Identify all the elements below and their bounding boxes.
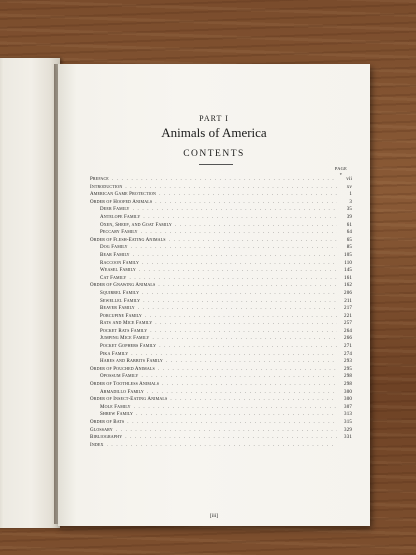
toc-entry [90, 275, 352, 283]
toc-entry-title: Pika Family [100, 351, 129, 357]
toc-entry [90, 335, 352, 343]
toc-entry-title: Porcupine Family [100, 313, 142, 319]
leader-dots [141, 373, 337, 381]
contents-page [58, 64, 370, 526]
leader-dots [169, 237, 337, 245]
toc-entry-page: 217 [344, 306, 352, 312]
leader-dots [142, 260, 337, 268]
leader-dots [170, 396, 337, 404]
toc-entry [90, 260, 352, 268]
toc-entry [90, 229, 352, 237]
toc-entry-title: Mole Family [100, 404, 131, 410]
leader-dots [131, 351, 337, 359]
leader-dots [155, 199, 337, 207]
toc-entry-page: 61 [346, 222, 352, 228]
book-title: Animals of America [161, 125, 267, 140]
leader-dots [142, 290, 337, 298]
toc-entry-page: 65 [346, 237, 352, 243]
toc-entry [90, 351, 352, 359]
toc-entry-title: Index [90, 442, 104, 448]
toc-entry-title: Squirrel Family [100, 290, 140, 296]
toc-entry-page: 221 [344, 313, 352, 319]
toc-entry-page: 39 [346, 214, 352, 220]
toc-entry-title: Armadillo Family [100, 389, 144, 395]
toc-entry-page: 161 [344, 275, 352, 281]
page-folio: [iii] [209, 513, 219, 519]
toc-entry [90, 282, 352, 290]
toc-entry-page: 1 [349, 192, 352, 198]
toc-entry-title: Preface [90, 177, 109, 182]
toc-entry [90, 176, 352, 184]
toc-entry [90, 320, 352, 328]
toc-entry [90, 389, 352, 397]
toc-entry-title: Opossum Family [100, 374, 139, 380]
toc-entry [90, 267, 352, 275]
leader-dots [152, 335, 337, 343]
toc-entry-page: 329 [344, 427, 352, 433]
leader-dots [159, 343, 337, 351]
leader-dots [147, 389, 337, 397]
toc-entry [90, 298, 352, 306]
page-edge [0, 58, 4, 528]
toc-entry [90, 290, 352, 298]
toc-entry [90, 313, 352, 321]
leader-dots [155, 320, 337, 328]
leader-dots [125, 434, 337, 442]
toc-entry [90, 404, 352, 412]
toc-entry [90, 366, 352, 374]
leader-dots [131, 244, 337, 252]
leader-dots [159, 191, 337, 199]
toc-entry-page: 264 [344, 328, 352, 334]
toc-entry-page: 35 [346, 207, 352, 213]
toc-entry [90, 244, 352, 252]
toc-entry [90, 206, 352, 214]
leader-dots [133, 252, 337, 260]
toc-entry [90, 442, 352, 450]
toc-entry-title: Peccary Family [100, 230, 138, 236]
toc-entry-title: Deer Family [100, 207, 130, 213]
toc-entry-page: 105 [344, 252, 352, 258]
toc-entry [90, 343, 352, 351]
toc-entry [90, 199, 352, 207]
leader-dots [133, 206, 337, 214]
toc-entry [90, 214, 352, 222]
toc-entry-page: 206 [344, 290, 352, 296]
toc-entry-title: Raccoon Family [100, 260, 140, 266]
toc-entry-page: 274 [344, 351, 352, 357]
toc-entry [90, 381, 352, 389]
leader-dots [143, 298, 337, 306]
toc-entry-page: 298 [344, 374, 352, 380]
toc-entry-title: Weasel Family [100, 268, 136, 274]
toc-entry [90, 434, 352, 442]
leader-dots [143, 214, 337, 222]
leader-dots [141, 229, 337, 237]
toc-entry-title: Pocket Gophers Family [100, 344, 157, 350]
toc-entry-page: 300 [344, 397, 352, 403]
toc-entry [90, 373, 352, 381]
toc-entry-page: 3 [349, 199, 352, 205]
toc-entry-title: Oxen, Sheep, and Goat Family [100, 222, 172, 228]
toc-entry-title: Order of Hoofed Animals [90, 199, 153, 205]
toc-entry-title: Order of Bats [90, 420, 125, 425]
toc-entry-page: 110 [344, 260, 352, 266]
toc-entry [90, 427, 352, 435]
toc-entry-page: 211 [344, 298, 352, 304]
table-of-contents [90, 176, 352, 449]
leader-dots [125, 184, 337, 192]
toc-entry-title: Beaver Family [100, 306, 135, 312]
toc-entry [90, 184, 352, 192]
toc-entry-page: 298 [344, 382, 352, 388]
toc-entry-page: 266 [344, 336, 352, 342]
toc-entry-title: Order of Flesh-Eating Animals [90, 237, 166, 243]
toc-entry-title: Cat Family [100, 275, 127, 281]
leader-dots [116, 427, 337, 435]
toc-entry [90, 358, 352, 366]
part-label: PART I [199, 114, 229, 123]
toc-entry-page: 64 [346, 230, 352, 236]
leader-dots [145, 313, 337, 321]
leader-dots [134, 404, 337, 412]
toc-entry [90, 222, 352, 230]
leader-dots [158, 366, 337, 374]
page-column-label: PAGE [334, 166, 348, 171]
toc-entry [90, 396, 352, 404]
toc-entry [90, 237, 352, 245]
leader-dots [150, 328, 337, 336]
leader-dots [136, 411, 337, 419]
toc-entry-page: vii [346, 177, 352, 182]
leader-dots [175, 222, 337, 230]
leader-dots [112, 176, 337, 184]
contents-heading: CONTENTS [183, 149, 245, 159]
leader-dots [166, 358, 337, 366]
toc-entry-title: Glossary [90, 427, 113, 433]
toc-entry [90, 305, 352, 313]
toc-entry-title: Introduction [90, 184, 123, 190]
toc-entry [90, 411, 352, 419]
toc-entry-title: Rats and Mice Family [100, 321, 153, 327]
toc-entry-title: Pocket Rats Family [100, 328, 148, 334]
leader-dots [127, 419, 337, 427]
page-column-roman: v [339, 171, 343, 177]
toc-entry-page: 257 [344, 321, 352, 327]
toc-entry-title: Antelope Family [100, 214, 141, 220]
toc-entry-title: Bear Family [100, 252, 130, 258]
toc-entry-page: xv [346, 184, 352, 190]
toc-entry-title: Dog Family [100, 245, 128, 251]
facing-page [0, 58, 60, 528]
toc-entry-title: Bibliography [90, 435, 123, 441]
toc-entry-title: Order of Insect-Eating Animals [90, 397, 168, 403]
toc-entry-title: Hares and Rabbits Family [100, 359, 163, 365]
toc-entry [90, 328, 352, 336]
leader-dots [139, 267, 337, 275]
toc-entry-title: Shrew Family [100, 412, 134, 418]
leader-dots [107, 442, 337, 450]
toc-entry-page: 85 [346, 245, 352, 251]
leader-dots [129, 275, 337, 283]
toc-entry [90, 191, 352, 199]
toc-entry-page: 295 [344, 366, 352, 372]
leader-dots [162, 381, 337, 389]
toc-entry-title: Order of Gnawing Animals [90, 283, 156, 289]
toc-entry-page: 331 [344, 435, 352, 441]
toc-entry-page: 313 [344, 412, 352, 418]
heading-rule [199, 164, 233, 165]
toc-entry-page: 293 [344, 359, 352, 365]
toc-entry-page: 162 [344, 283, 352, 289]
toc-entry [90, 419, 352, 427]
toc-entry-title: Order of Pouched Animals [90, 366, 155, 372]
toc-entry-page: 271 [344, 344, 352, 350]
toc-entry-title: Sewellel Family [100, 298, 141, 304]
toc-entry-title: Order of Toothless Animals [90, 382, 160, 388]
toc-entry [90, 252, 352, 260]
toc-entry-title: Jumping Mice Family [100, 336, 150, 342]
toc-entry-page: 145 [344, 268, 352, 274]
toc-entry-page: 307 [344, 404, 352, 410]
leader-dots [158, 282, 337, 290]
toc-entry-page: 300 [344, 389, 352, 395]
leader-dots [138, 305, 337, 313]
toc-entry-title: American Game Protection [90, 192, 157, 198]
toc-entry-page: 315 [344, 420, 352, 425]
